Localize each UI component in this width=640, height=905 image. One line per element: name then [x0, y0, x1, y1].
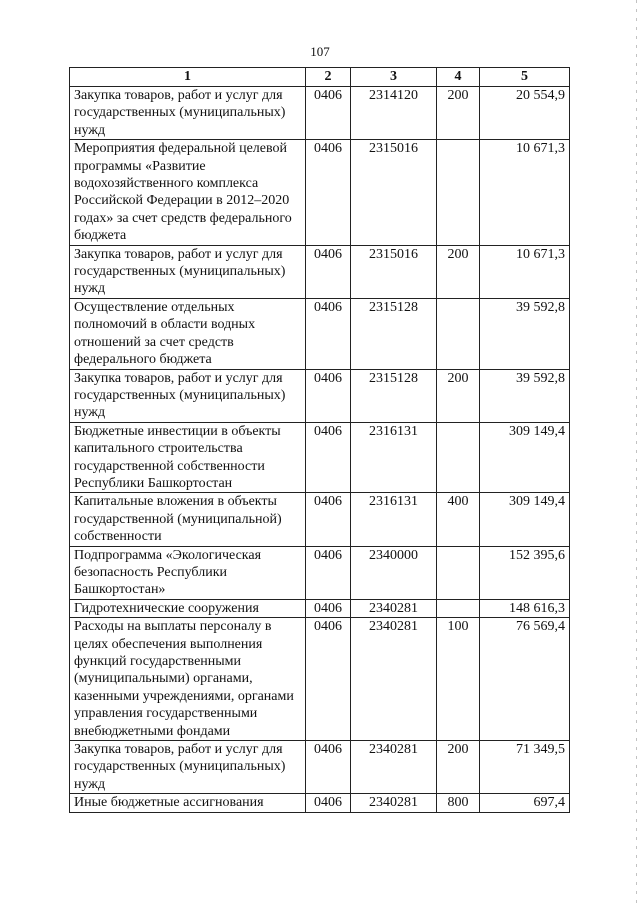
- expense-kind-cell: [437, 422, 480, 493]
- section-code-cell: 0406: [306, 618, 351, 741]
- amount-cell: 20 554,9: [480, 87, 570, 140]
- amount-cell: 10 671,3: [480, 245, 570, 298]
- table-row: [70, 369, 570, 422]
- target-article-cell: 2340000: [351, 546, 437, 599]
- expense-kind-cell: 800: [437, 794, 480, 812]
- expense-kind-cell: [437, 298, 480, 369]
- amount-cell: 39 592,8: [480, 298, 570, 369]
- table-row: [70, 618, 570, 741]
- section-code-cell: 0406: [306, 794, 351, 812]
- amount-cell: 10 671,3: [480, 140, 570, 245]
- row-name-cell: Мероприятия федеральной целевой программы «Развитие водохозяйственного комплекса Российской Федерации в 2012–2020 годах» за счет средств федерального бюджета: [70, 140, 306, 245]
- target-article-cell: 2315016: [351, 245, 437, 298]
- row-name-cell: Расходы на выплаты персоналу в целях обеспечения выполнения функций государственными (муниципальными) органами, казенными учреждениями, органами управления государственными внебюджетными фондами: [70, 618, 306, 741]
- section-code-cell: 0406: [306, 369, 351, 422]
- amount-cell: 71 349,5: [480, 741, 570, 794]
- table-row: [70, 245, 570, 298]
- amount-cell: 39 592,8: [480, 369, 570, 422]
- expense-kind-cell: 200: [437, 245, 480, 298]
- row-name-cell: Иные бюджетные ассигнования: [70, 794, 306, 812]
- target-article-cell: 2340281: [351, 599, 437, 617]
- expense-kind-cell: [437, 599, 480, 617]
- column-header: 3: [351, 68, 437, 87]
- expense-kind-cell: 200: [437, 741, 480, 794]
- table-row: [70, 794, 570, 812]
- section-code-cell: 0406: [306, 741, 351, 794]
- section-code-cell: 0406: [306, 298, 351, 369]
- row-name-cell: Подпрограмма «Экологическая безопасность Республики Башкортостан»: [70, 546, 306, 599]
- section-code-cell: 0406: [306, 87, 351, 140]
- target-article-cell: 2316131: [351, 422, 437, 493]
- section-code-cell: 0406: [306, 493, 351, 546]
- target-article-cell: 2315128: [351, 298, 437, 369]
- expense-kind-cell: 200: [437, 87, 480, 140]
- amount-cell: 148 616,3: [480, 599, 570, 617]
- expense-kind-cell: [437, 546, 480, 599]
- target-article-cell: 2340281: [351, 794, 437, 812]
- table-row: [70, 741, 570, 794]
- table-row: [70, 546, 570, 599]
- table-body: [70, 87, 570, 813]
- amount-cell: 697,4: [480, 794, 570, 812]
- table-row: [70, 422, 570, 493]
- section-code-cell: 0406: [306, 422, 351, 493]
- target-article-cell: 2340281: [351, 741, 437, 794]
- table-row: [70, 87, 570, 140]
- target-article-cell: 2315128: [351, 369, 437, 422]
- column-header: 1: [70, 68, 306, 87]
- table-row: [70, 140, 570, 245]
- row-name-cell: Закупка товаров, работ и услуг для государственных (муниципальных) нужд: [70, 87, 306, 140]
- row-name-cell: Закупка товаров, работ и услуг для государственных (муниципальных) нужд: [70, 741, 306, 794]
- row-name-cell: Бюджетные инвестиции в объекты капитального строительства государственной собственности Республики Башкортостан: [70, 422, 306, 493]
- row-name-cell: Закупка товаров, работ и услуг для государственных (муниципальных) нужд: [70, 245, 306, 298]
- row-name-cell: Капитальные вложения в объекты государственной (муниципальной) собственности: [70, 493, 306, 546]
- row-name-cell: Гидротехнические сооружения: [70, 599, 306, 617]
- amount-cell: 152 395,6: [480, 546, 570, 599]
- column-header: 5: [480, 68, 570, 87]
- expense-kind-cell: 100: [437, 618, 480, 741]
- target-article-cell: 2315016: [351, 140, 437, 245]
- budget-table: [69, 67, 570, 813]
- scan-edge-artifact: [636, 0, 637, 905]
- section-code-cell: 0406: [306, 599, 351, 617]
- target-article-cell: 2316131: [351, 493, 437, 546]
- header-row: [70, 68, 570, 87]
- column-header: 4: [437, 68, 480, 87]
- page-number: 107: [310, 44, 330, 59]
- row-name-cell: Закупка товаров, работ и услуг для государственных (муниципальных) нужд: [70, 369, 306, 422]
- amount-cell: 309 149,4: [480, 422, 570, 493]
- table-row: [70, 493, 570, 546]
- expense-kind-cell: 200: [437, 369, 480, 422]
- target-article-cell: 2314120: [351, 87, 437, 140]
- table-row: [70, 599, 570, 617]
- section-code-cell: 0406: [306, 245, 351, 298]
- expense-kind-cell: 400: [437, 493, 480, 546]
- section-code-cell: 0406: [306, 546, 351, 599]
- expense-kind-cell: [437, 140, 480, 245]
- column-header: 2: [306, 68, 351, 87]
- target-article-cell: 2340281: [351, 618, 437, 741]
- section-code-cell: 0406: [306, 140, 351, 245]
- row-name-cell: Осуществление отдельных полномочий в области водных отношений за счет средств федерального бюджета: [70, 298, 306, 369]
- amount-cell: 76 569,4: [480, 618, 570, 741]
- table-row: [70, 298, 570, 369]
- amount-cell: 309 149,4: [480, 493, 570, 546]
